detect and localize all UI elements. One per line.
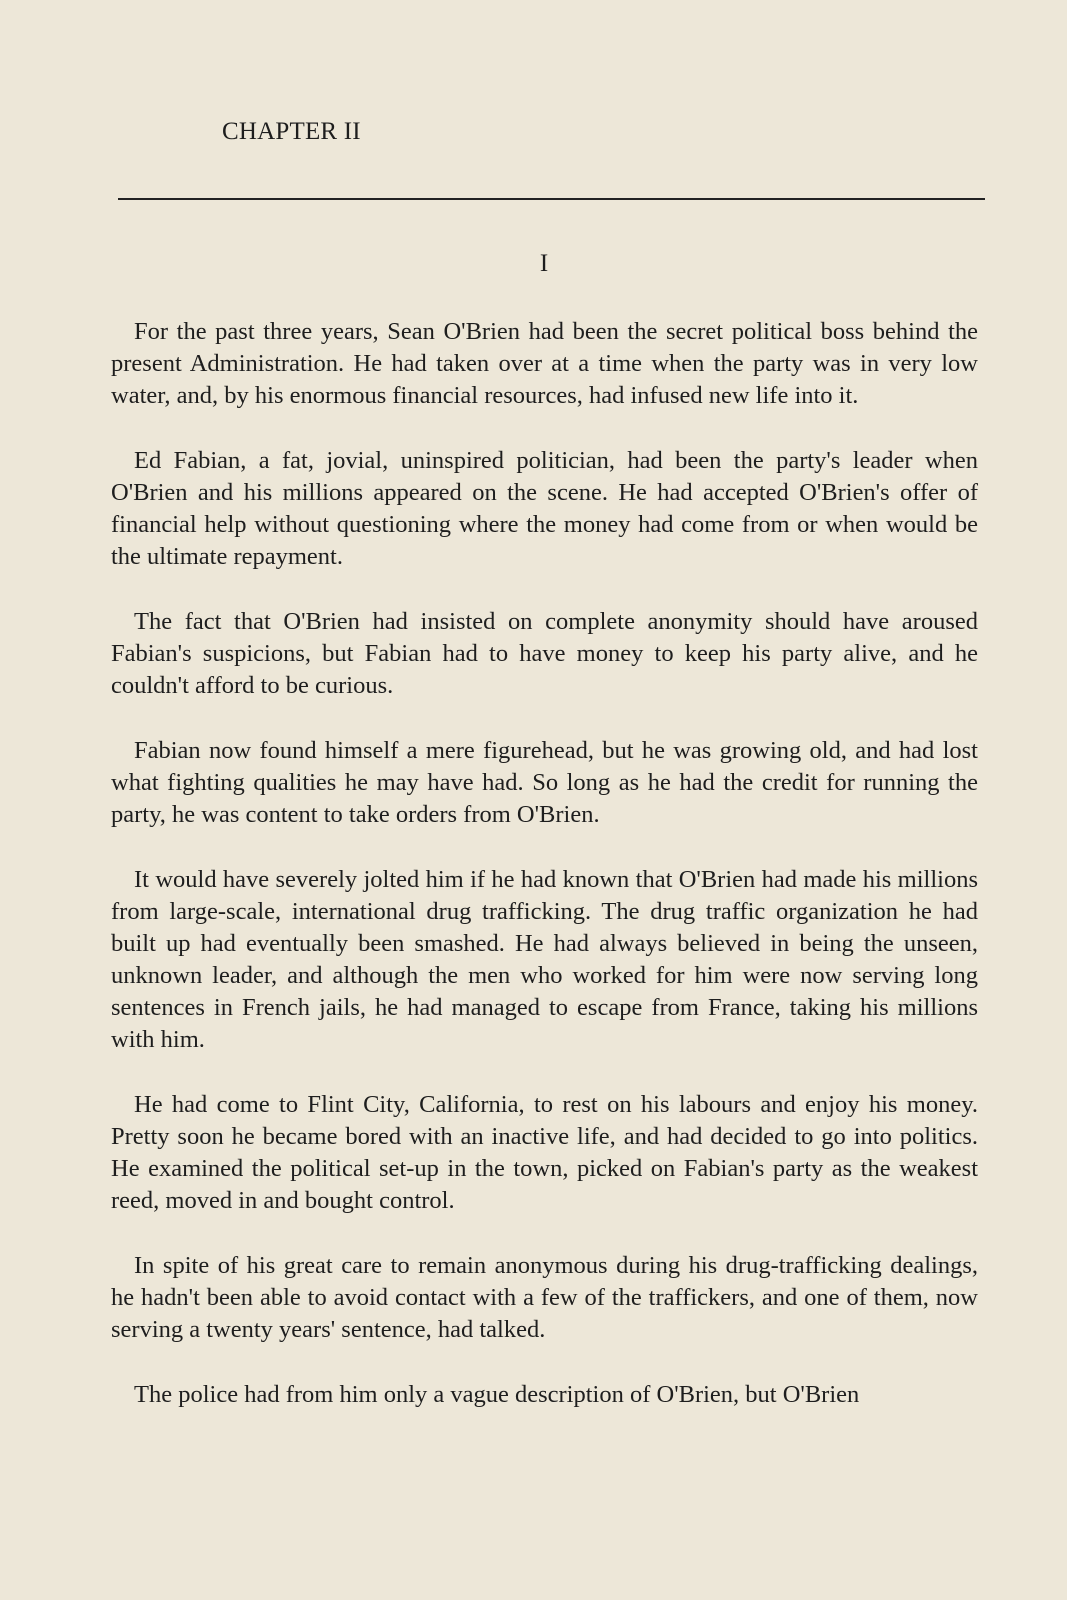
paragraph: Ed Fabian, a fat, jovial, uninspired politician, had been the party's leader when O'Brien and his millions appeared on the scene. He had accepted O'Brien's offer of financial help without questioning where the money had come from or when would be the ultimate repayment.: [111, 447, 978, 570]
chapter-body: [111, 316, 978, 1444]
paragraph: The fact that O'Brien had insisted on complete anonymity should have aroused Fabian's suspicions, but Fabian had to have money to keep his party alive, and he couldn't afford to be curious.: [111, 608, 978, 699]
chapter-divider: [118, 198, 985, 200]
paragraph: For the past three years, Sean O'Brien had been the secret political boss behind the present Administration. He had taken over at a time when the party was in very low water, and, by his enormous financial resources, had infused new life into it.: [111, 318, 978, 409]
paragraph: In spite of his great care to remain anonymous during his drug-trafficking dealings, he hadn't been able to avoid contact with a few of the traffickers, and one of them, now serving a twenty years' sentence, had talked.: [111, 1252, 978, 1343]
paragraph: He had come to Flint City, California, to rest on his labours and enjoy his money. Pretty soon he became bored with an inactive life, and had decided to go into politics. He examined the political set-up in the town, picked on Fabian's party as the weakest reed, moved in and bought control.: [111, 1091, 978, 1214]
chapter-heading: CHAPTER II: [222, 118, 361, 145]
section-number: I: [539, 250, 549, 277]
paragraph: The police had from him only a vague description of O'Brien, but O'Brien: [134, 1381, 860, 1408]
paragraph: It would have severely jolted him if he had known that O'Brien had made his millions from large-scale, international drug trafficking. The drug traffic organization he had built up had eventually been smashed. He had always believed in being the unseen, unknown leader, and although the men who worked for him were now serving long sentences in French jails, he had managed to escape from France, taking his millions with him.: [111, 866, 978, 1053]
paragraph: Fabian now found himself a mere figurehead, but he was growing old, and had lost what fighting qualities he may have had. So long as he had the credit for running the party, he was content to take orders from O'Brien.: [111, 737, 978, 828]
